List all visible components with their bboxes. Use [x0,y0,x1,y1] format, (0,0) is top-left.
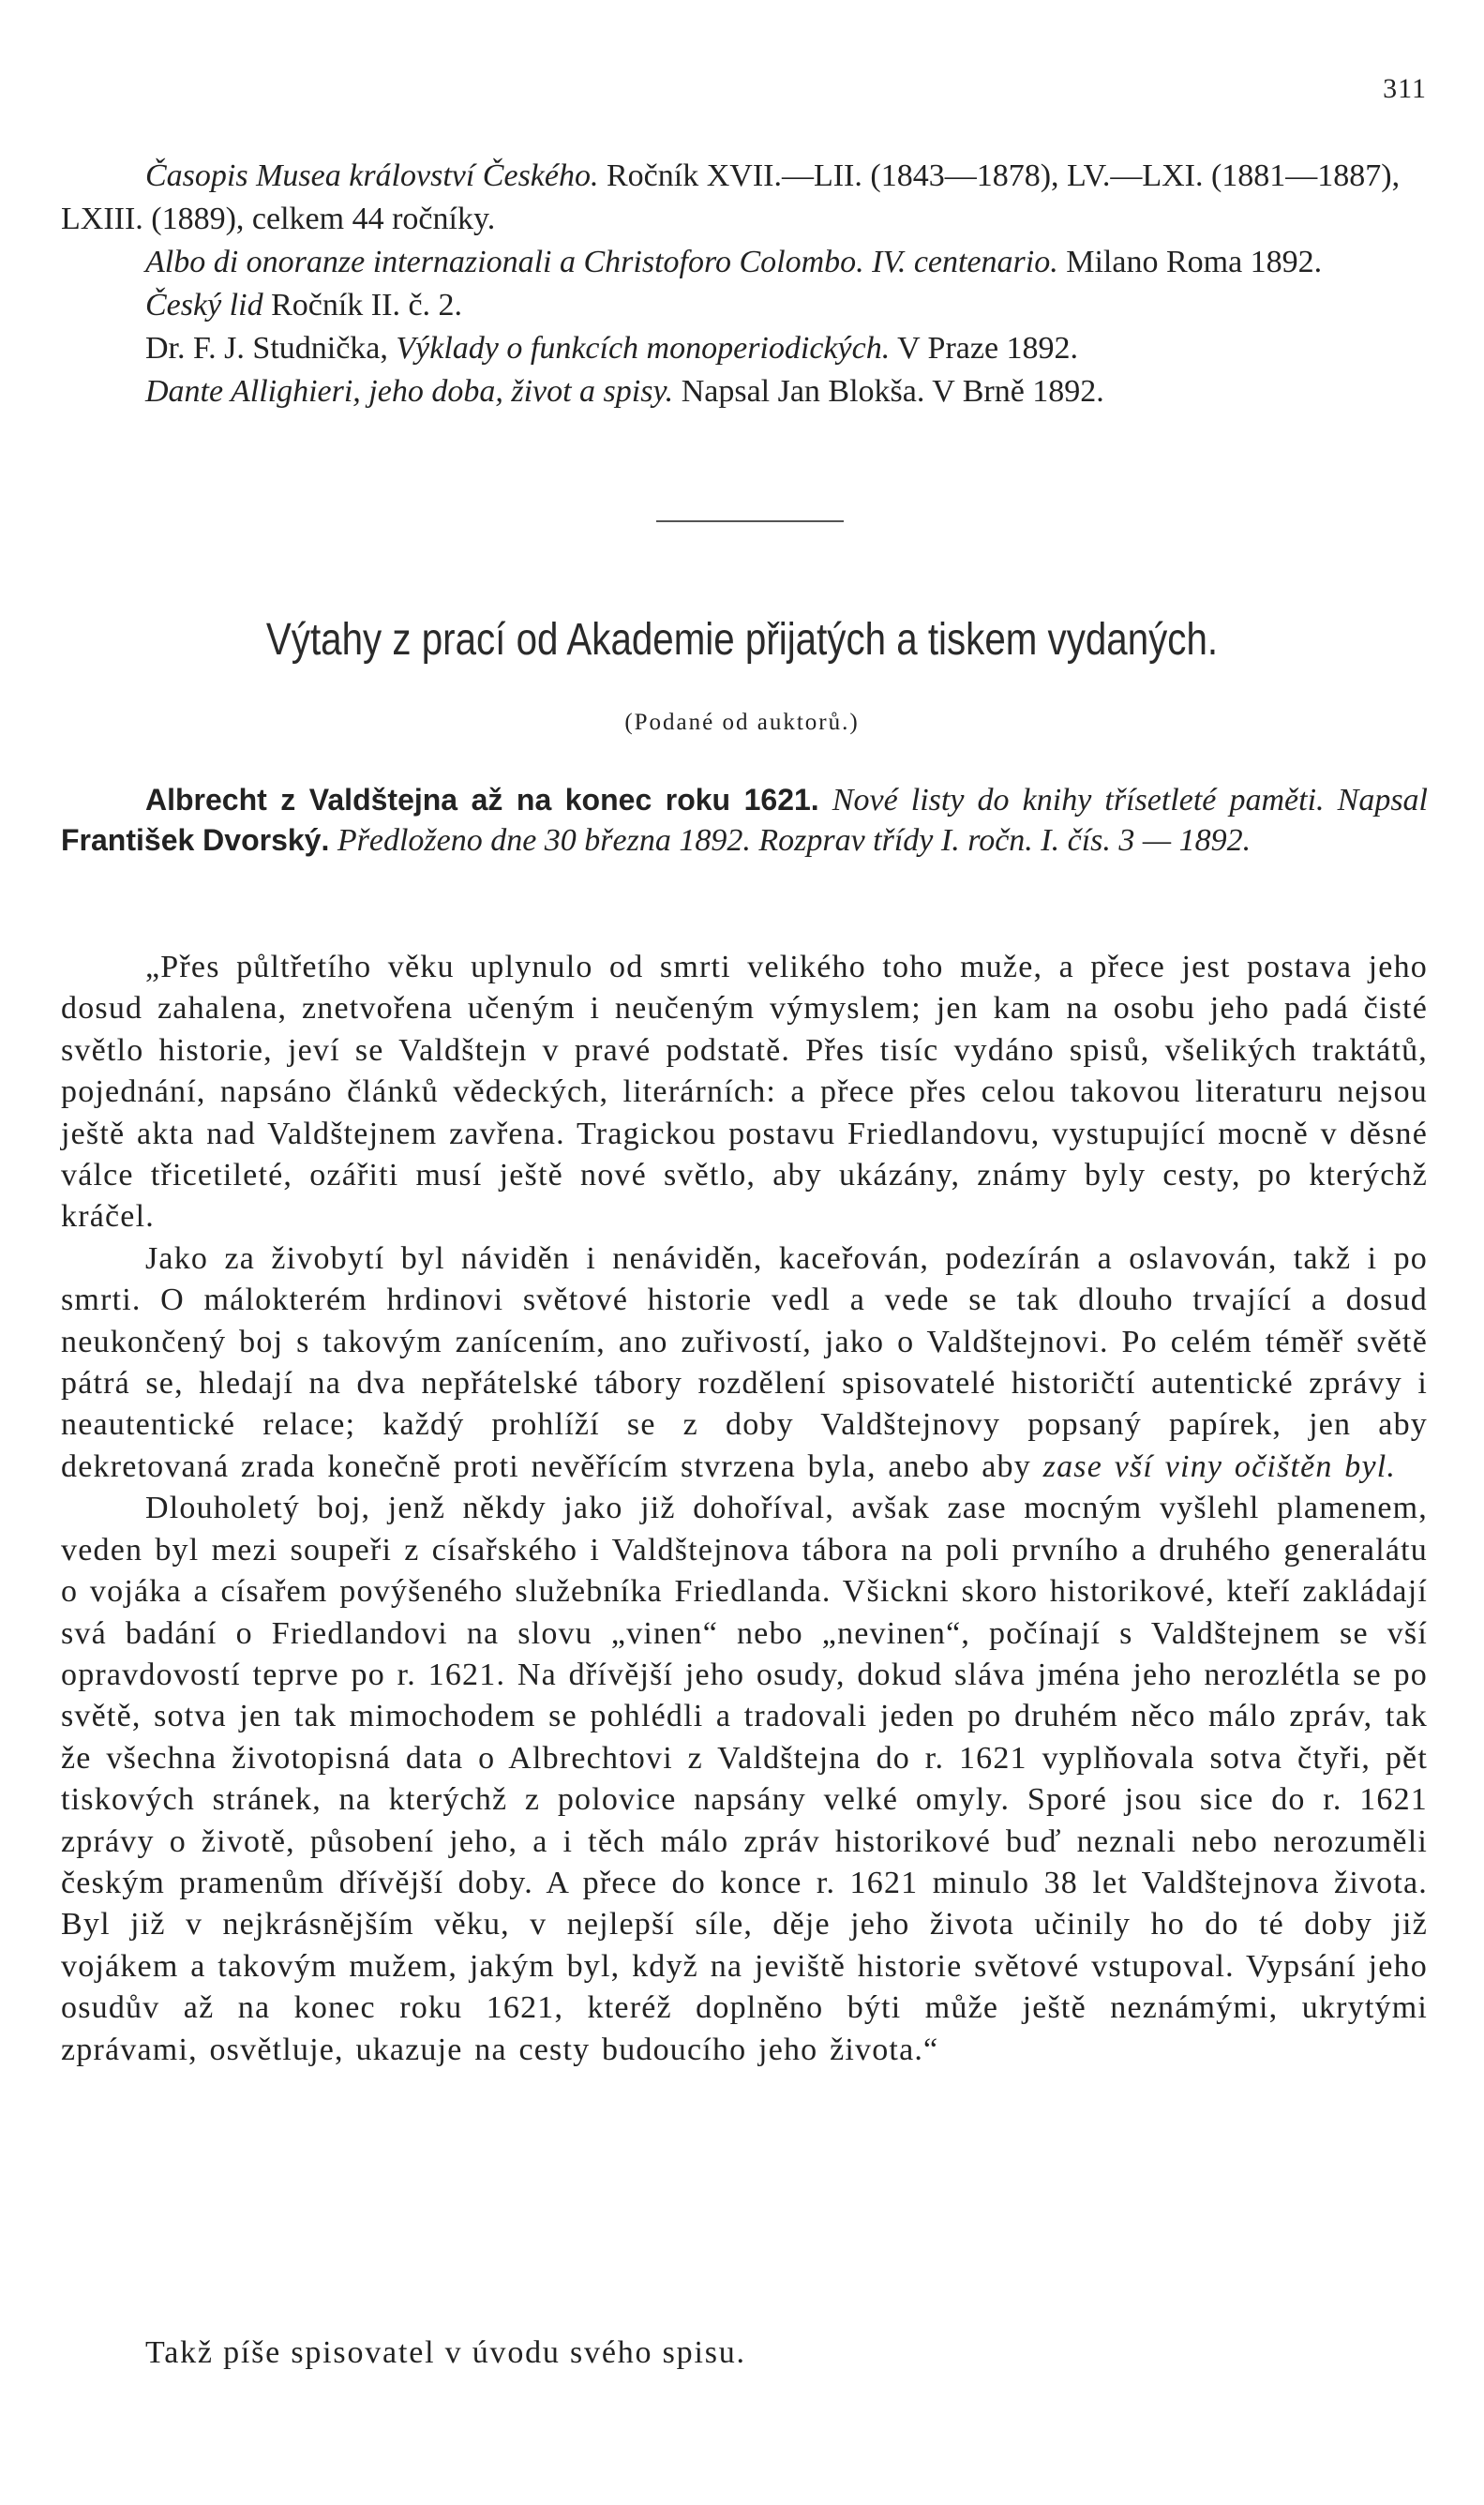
reference-item [61,284,1428,327]
reference-title: Časopis Musea království Českého. [145,158,599,193]
reference-title: Albo di onoranze internazionali a Christoforo Colombo. IV. centenario. [145,245,1058,279]
section-heading: Výtahy z prací od Akademie přijatých a tiskem vydaných. [265,615,1219,665]
paragraph: „Přes půltřetího věku uplynulo od smrti velikého toho muže, a přece jest postava jeho dosud zahalena, znetvořena učeným i neučeným výmyslem; jen kam na osobu jeho padá čisté světlo historie, jeví se Valdštejn v pravé podstatě. Přes tisíc vydáno spisů, všelikých traktátů, pojednání, napsáno článků vědeckých, literárních: a přece přes celou takovou literaturu nejsou ještě akta nad Valdštejnem zavřena. Tragickou postavu Friedlandovu, vystupující mocně v děsné válce třicetileté, ozářiti musí ještě nové světlo, aby ukázány, známy byly cesty, po kterýchž kráčel. [61,950,1428,1235]
paragraph-text: Jako za živobytí byl náviděn i nenáviděn, kaceřován, podezírán a oslavován, takž i po smrti. O málokterém hrdinovi světové historie vedl a vede se tak dlouho trvající a dosud neukončený boj s takovým zanícením, ano zuřivostí, jako o Valdštejnovi. Po celém téměř světě pátrá se, hledají na dva nepřátelské tábory rozdělení spisovatelé historičtí autentické zprávy i neautentické relace; každý prohlíží se z doby Valdštejnovy popsaný papírek, jen aby dekretovaná zrada konečně proti nevěřícím stvrzena byla, anebo aby [61,1240,1428,1484]
section-subheading: (Podané od auktorů.) [624,710,860,735]
paragraph: Dlouholetý boj, jenž někdy jako již dohoříval, avšak zase mocným vyšlehl plamenem, veden byl mezi soupeři z císařského i Valdštejnova tábora na poli prvního a druhého generalátu o vojáka a císařem povýšeného služebníka Friedlanda. Všickni skoro historikové, kteří zakládají svá badání o Friedlandovi na slovu „vinen“ nebo „nevinen“, počínají s Valdštejnem se vší opravdovostí teprve po r. 1621. Na dřívější jeho osudy, dokud sláva jména jeho nerozlétla se po světě, sotva jen tak mimochodem se pohlédli a tradovali jeden po druhém něco málo zpráv, tak že všechna životopisná data o Albrechtovi z Valdštejna do r. 1621 vyplňovala sotva čtyři, pět tiskových stránek, na kterýchž z polovice napsány velké omyly. Sporé jsou sice do r. 1621 zprávy o životě, působení jeho, a i těch málo zpráv historikové buď neznali nebo nerozuměli českým pramenům dřívější doby. A přece do konce r. 1621 minulo 38 let Valdštejnova života. Byl již v nejkrásnějším věku, v nejlepší síle, děje jeho života učinily ho do té doby již vojákem a takovým mužem, jakým byl, když na jeviště historie světové vstupoval. Vypsání jeho osudův až na konec roku 1621, kteréž doplněno býti může ještě neznámými, ukrytými zprávami, osvětluje, ukazuje na cesty budoucího jeho života.“ [61,1491,1428,2067]
paragraph-italic-tail: zase vší viny očištěn byl. [1042,1448,1397,1484]
entry-author: František Dvorský. [61,823,330,857]
reference-list [61,155,1428,413]
reference-details: V Praze 1892. [890,331,1079,366]
reference-item [61,327,1428,370]
section-divider [656,520,844,522]
paragraph [61,1238,1428,1488]
reference-item [61,241,1428,284]
page-number: 311 [1383,73,1427,104]
reference-details: Milano Roma 1892. [1057,245,1323,279]
entry-napsal: Napsal [1324,783,1429,818]
closing-line: Takž píše spisovatel v úvodu svého spisu. [145,2335,746,2370]
reference-author: Dr. F. J. Studnička, [145,331,397,366]
reference-details: Ročník II. č. 2. [262,288,463,322]
entry-subtitle: Nové listy do knihy třísetleté paměti. [818,783,1325,818]
reference-item [61,155,1428,241]
reference-title: Český lid [145,288,263,322]
reference-details: Napsal Jan Blokša. V Brně 1892. [673,374,1104,409]
reference-title: Výklady o funkcích monoperiodických. [396,331,891,366]
entry-note: Předloženo dne 30 března 1892. Rozprav třídy I. ročn. I. čís. 3 — 1892. [329,823,1252,858]
reference-item [61,370,1428,413]
article-entry [61,780,1428,861]
reference-details: Ročník XVII.—LII. (1843—1878), LV.—LXI. (1881—1887), LXIII. (1889), celkem 44 ročníky. [61,158,1401,236]
reference-title: Dante Allighieri, jeho doba, život a spisy. [145,374,674,409]
entry-title: Albrecht z Valdštejna až na konec roku 1621. [145,783,819,817]
article-body [61,947,1428,2071]
